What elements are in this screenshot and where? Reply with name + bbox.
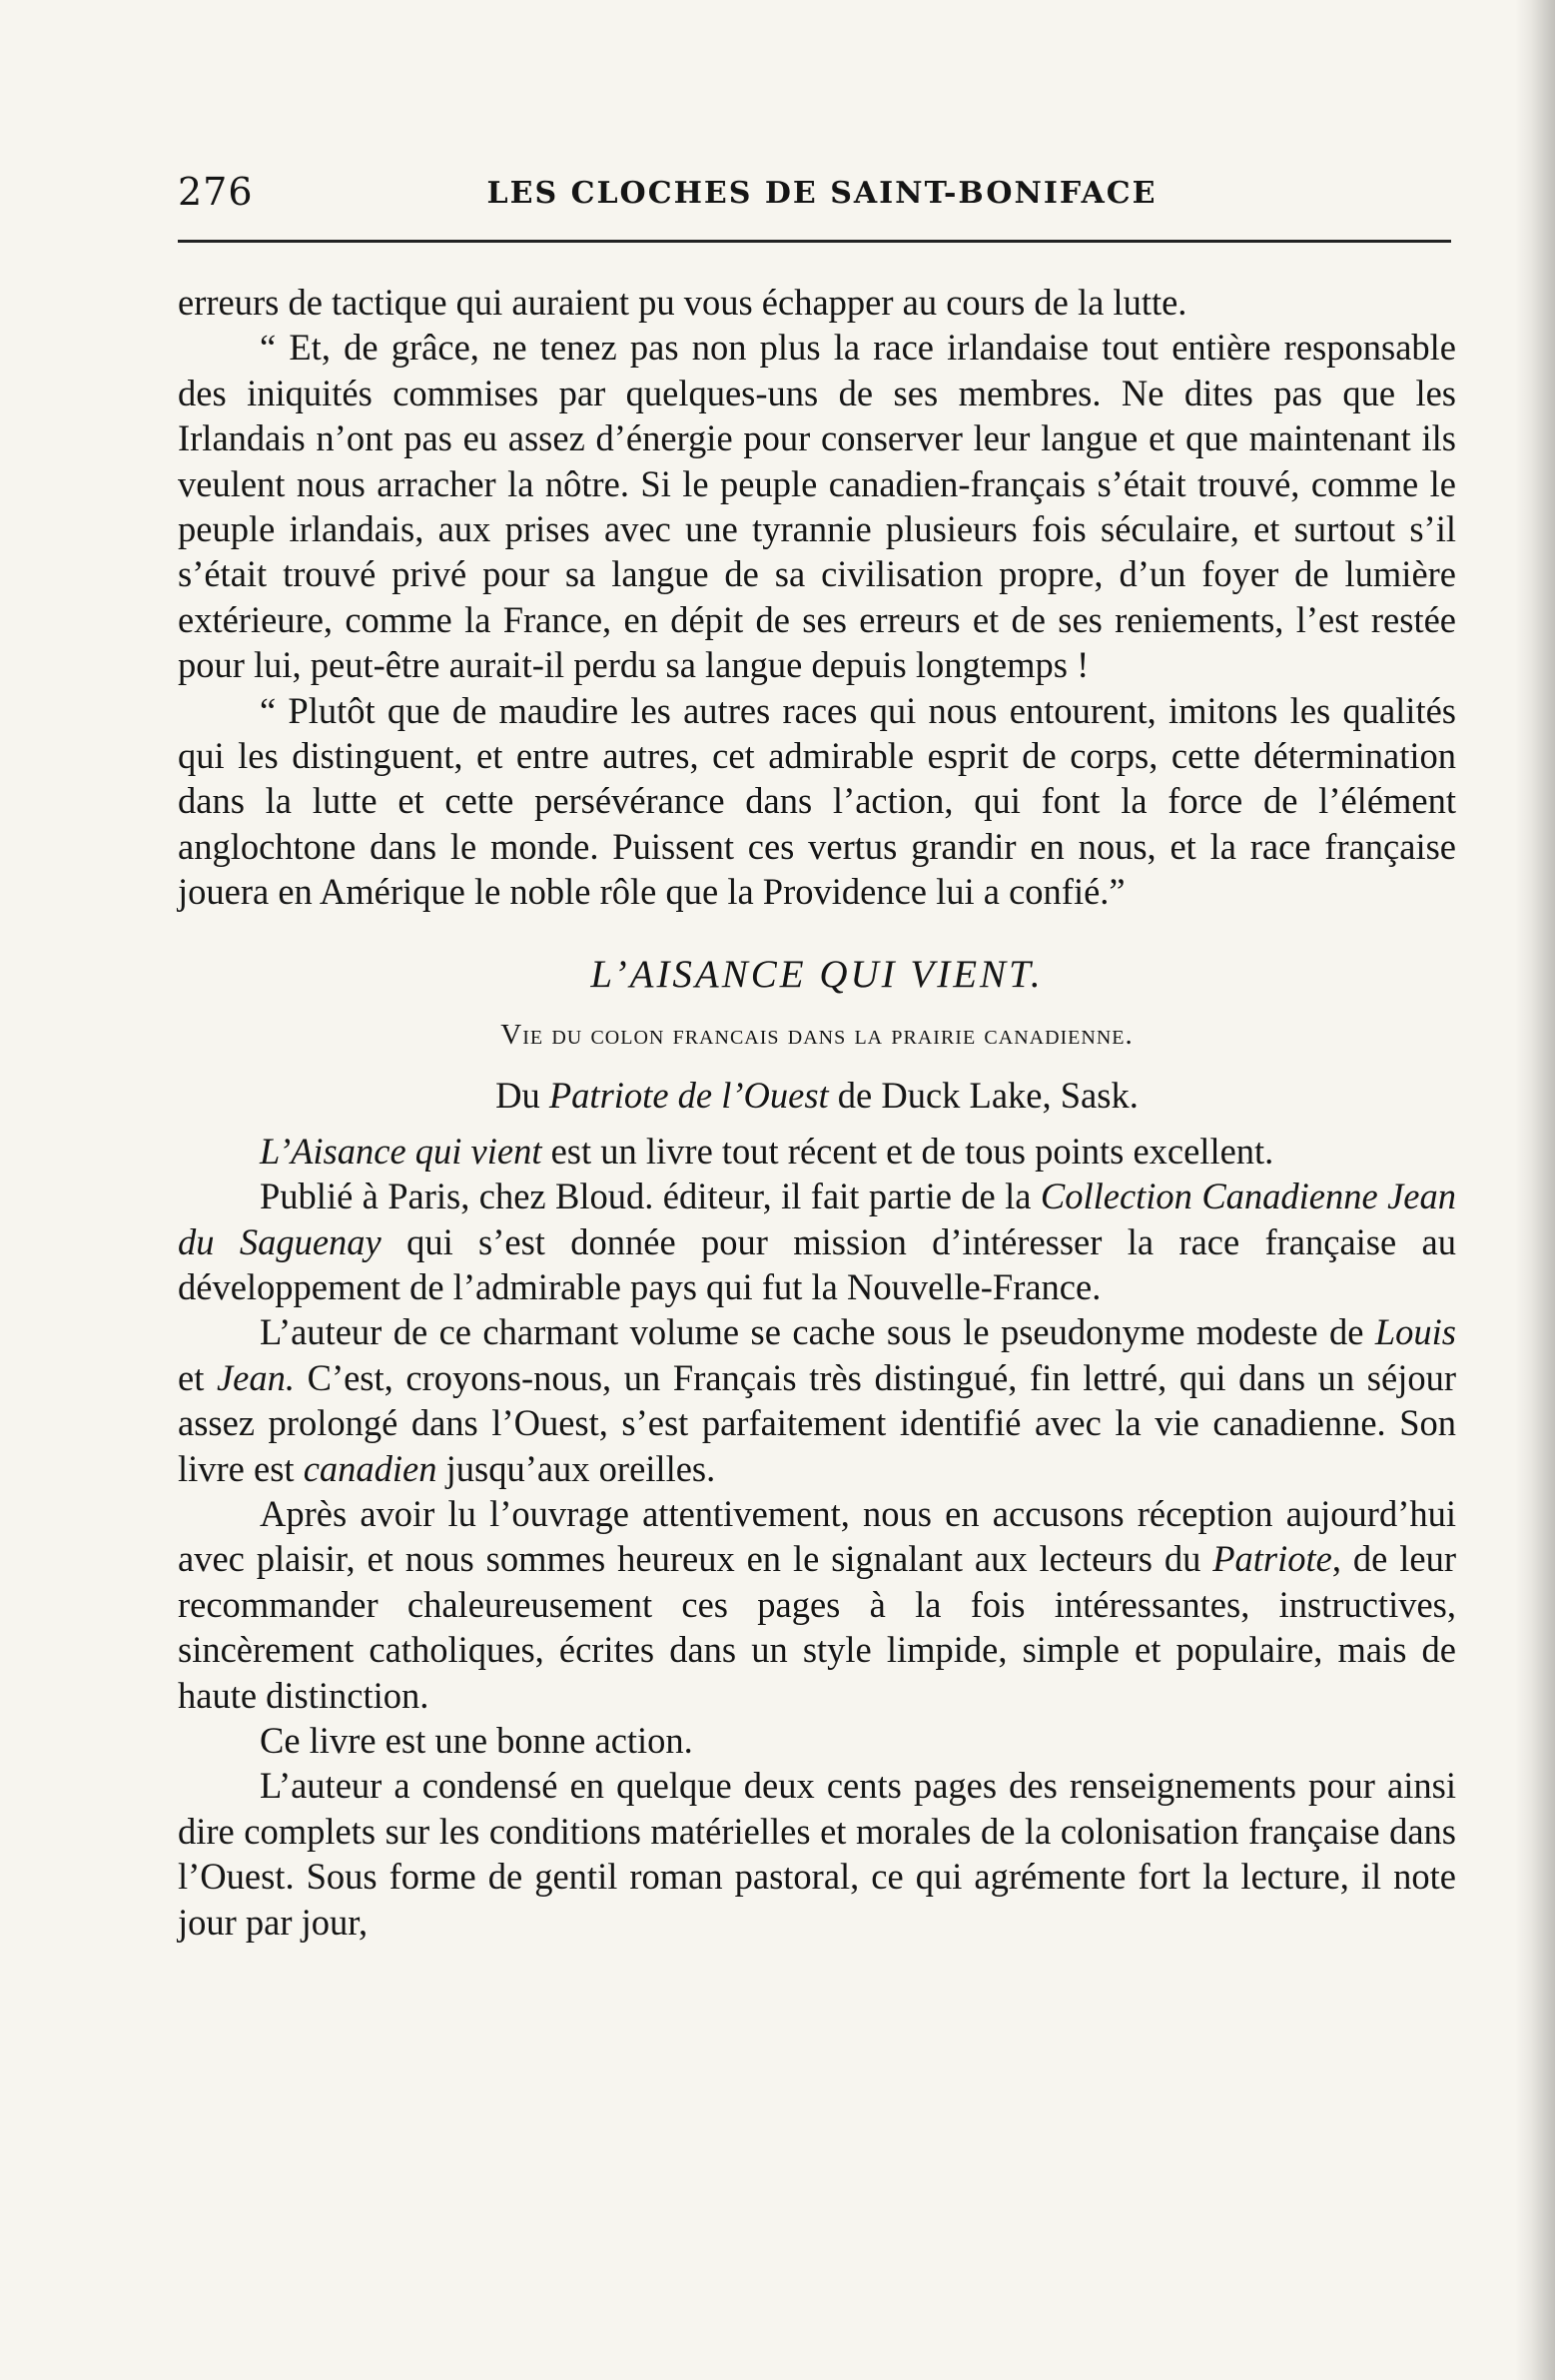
review-4-text-a: Après avoir lu l’ouvrage attentivement, nous en accusons réception aujourd’hui avec plaisir, et nous sommes heureux en le signalant aux lecteurs du <box>178 1492 1456 1580</box>
review-2-text-a: Publié à Paris, chez Bloud. éditeur, il fait partie de la <box>260 1176 1041 1217</box>
page-edge-shadow <box>1515 0 1555 2380</box>
review-4-text-b: , de leur recommander chaleureusement ces pages à la fois intéressantes, instructives, sincèrement catholiques, écrites dans un style limpide, simple et populaire, mais de haute distinction. <box>178 1538 1456 1716</box>
source-prefix: Du <box>495 1074 549 1116</box>
running-head: LES CLOCHES DE SAINT-BONIFACE <box>486 176 1158 211</box>
source-line <box>178 1073 1456 1119</box>
review-3-text-d: jusqu’aux oreilles. <box>436 1447 716 1489</box>
paragraph-continued: erreurs de tactique qui auraient pu vous échapper au cours de la lutte. <box>178 282 1187 323</box>
newspaper-patriote: Patriote <box>1212 1538 1332 1580</box>
paragraph-quote-2: “ Plutôt que de maudire les autres races qui nous entourent, imitons les qualités qui les distinguent, et entre autres, cet admirable esprit de corps, cette détermination dans la lutte et cette persévérance dans l’action, qui font la force de l’élément anglochtone dans le monde. Puissent ces vertus grandir en nous, et la race française jouera en Amérique le noble rôle que la Providence lui a confié.” <box>178 689 1456 913</box>
pseudonym-jean: Jean. <box>216 1356 295 1398</box>
header-rule <box>178 240 1451 243</box>
paragraph-review-3 <box>178 1309 1456 1491</box>
page-header <box>178 170 1466 240</box>
page-body <box>178 280 1456 1945</box>
section-title: L’AISANCE QUI VIENT. <box>590 952 1044 996</box>
book-title: L’Aisance qui vient <box>260 1130 542 1172</box>
collection-name: Collection Canadienne Jean du Saguenay <box>178 1176 1456 1262</box>
review-1-text: est un livre tout récent et de tous points excellent. <box>541 1130 1274 1172</box>
paragraph-review-1 <box>178 1129 1456 1174</box>
review-3-text-c: C’est, croyons-nous, un Français très distingué, fin lettré, qui dans un séjour assez prolongé dans l’Ouest, s’est parfaitement identifié avec la vie canadienne. Son livre est <box>178 1356 1456 1489</box>
paragraph-review-6: L’auteur a condensé en quelque deux cents pages des renseignements pour ainsi dire complets sur les conditions matérielles et morales de la colonisation française dans l’Ouest. Sous forme de gentil roman pastoral, ce qui agrémente fort la lecture, il note jour par jour, <box>178 1765 1456 1943</box>
source-newspaper: Patriote de l’Ouest <box>548 1074 829 1116</box>
book-page <box>178 170 1466 1943</box>
page-number: 276 <box>178 170 254 214</box>
word-canadien: canadien <box>303 1447 437 1489</box>
review-3-text-b: et <box>178 1356 217 1398</box>
source-suffix: de Duck Lake, Sask. <box>828 1074 1139 1116</box>
section-subtitle: Vie du colon francais dans la prairie canadienne. <box>500 1018 1134 1051</box>
paragraph-review-4 <box>178 1491 1456 1718</box>
review-2-text-b: qui s’est donnée pour mission d’intéresser la race française au développement de l’admirable pays qui fut la Nouvelle-France. <box>178 1220 1456 1307</box>
paragraph-quote-1: “ Et, de grâce, ne tenez pas non plus la race irlandaise tout entière responsable des iniquités commises par quelques-uns de ses membres. Ne dites pas que les Irlandais n’ont pas eu assez d’énergie pour conserver leur langue et que maintenant ils veulent nous arracher la nôtre. Si le peuple canadien-français s’était trouvé, comme le peuple irlandais, aux prises avec une tyrannie plusieurs fois séculaire, et surtout s’il s’était trouvé privé pour sa langue de sa civilisation propre, d’un foyer de lumière extérieure, comme la France, en dépit de ses erreurs et de ses reniements, l’est restée pour lui, peut-être aurait-il perdu sa langue depuis longtemps ! <box>178 327 1456 686</box>
paragraph-review-5: Ce livre est une bonne action. <box>260 1719 693 1761</box>
review-3-text-a: L’auteur de ce charmant volume se cache sous le pseudonyme modeste de <box>260 1311 1375 1353</box>
paragraph-review-2 <box>178 1174 1456 1309</box>
pseudonym-louis: Louis <box>1374 1311 1456 1353</box>
